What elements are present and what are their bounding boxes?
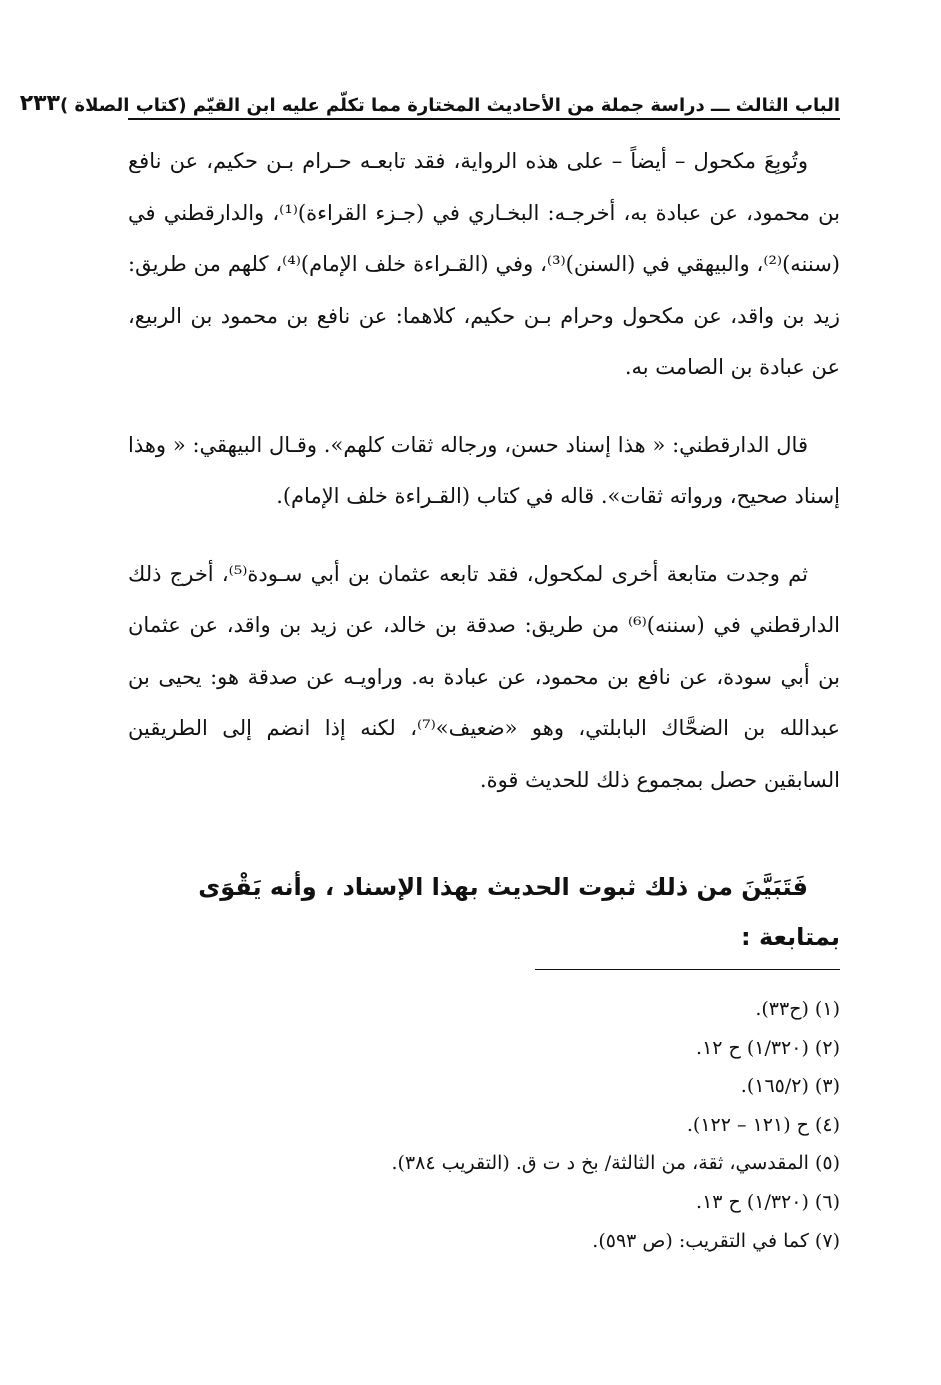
paragraph-1: وتُوبِعَ مكحول – أيضاً – على هذه الرواية، فقد تابعـه حـرام بـن حكيم، عن نافع بن محمود، عن عبادة به، أخرجـه: البخـاري في (جـزء القراءة)⁽¹⁾، والدارقطني في (سننه)⁽²⁾، والبيهقي في (السنن)⁽³⁾، وفي (القـراءة خلف الإمام)⁽⁴⁾، كلهم من طريق: زيد بن واقد، عن مكحول وحرام بـن حكيم، كلاهما: عن نافع بن محمود بن الربيع، عن عبادة بن الصامت به. [128,149,841,379]
paragraph-2: قال الدارقطني: « هذا إسناد حسن، ورجاله ثقات كلهم». وقـال البيهقي: « وهذا إسناد صحيح، ورواته ثقات». قاله في كتاب (القـراءة خلف الإمام). [128,432,840,508]
running-header [19,86,840,120]
footnotes-list [128,990,840,1260]
footnote-1: (١) (ح٣٣). [755,998,840,1020]
footnote-2: (٢) (١/٣٢٠) ح ١٢. [696,1036,840,1059]
body-text [128,136,840,832]
footnote-separator [535,969,840,970]
footnote-3: (٣) (١٦٥/٢). [740,1075,840,1098]
footnote-5: (٥) المقدسي، ثقة، من الثالثة/ بخ د ت ق. (التقريب ٣٨٤). [391,1152,840,1175]
footnote-7: (٧) كما في التقريب: (ص ٥٩٣). [592,1229,840,1252]
page-number: ٢٣٣ [19,91,60,116]
header-title: الباب الثالث ـــ دراسة جملة من الأحاديث المختارة مما تكلّم عليه ابن القيّم (كتاب الصلاة ) [60,95,840,116]
paragraph-3: ثم وجدت متابعة أخرى لمكحول، فقد تابعه عثمان بن أبي سـودة⁽⁵⁾، أخرج ذلك الدارقطني في (سننه)⁽⁶⁾ من طريق: صدقة بن خالد، عن زيد بن واقد، عن عثمان بن أبي سودة، عن نافع بن محمود، عن عبادة به. وراويـه عن صدقة هو: يحيى بن عبدالله بن الضحَّاك البابلتي، وهو «ضعيف»⁽⁷⁾، لكنه إذا انضم إلى الطريقين السابقين حصل بمجموع ذلك للحديث قوة. [128,561,840,792]
footnote-6: (٦) (١/٣٢٠) ح ١٣. [696,1190,840,1213]
conclusion-heading: فَتَبَيَّنَ من ذلك ثبوت الحديث بهذا الإسناد ، وأنه يَقْوَى بمتابعة : [198,873,840,951]
footnote-4: (٤) ح (١٢١ – ١٢٢). [686,1113,840,1136]
